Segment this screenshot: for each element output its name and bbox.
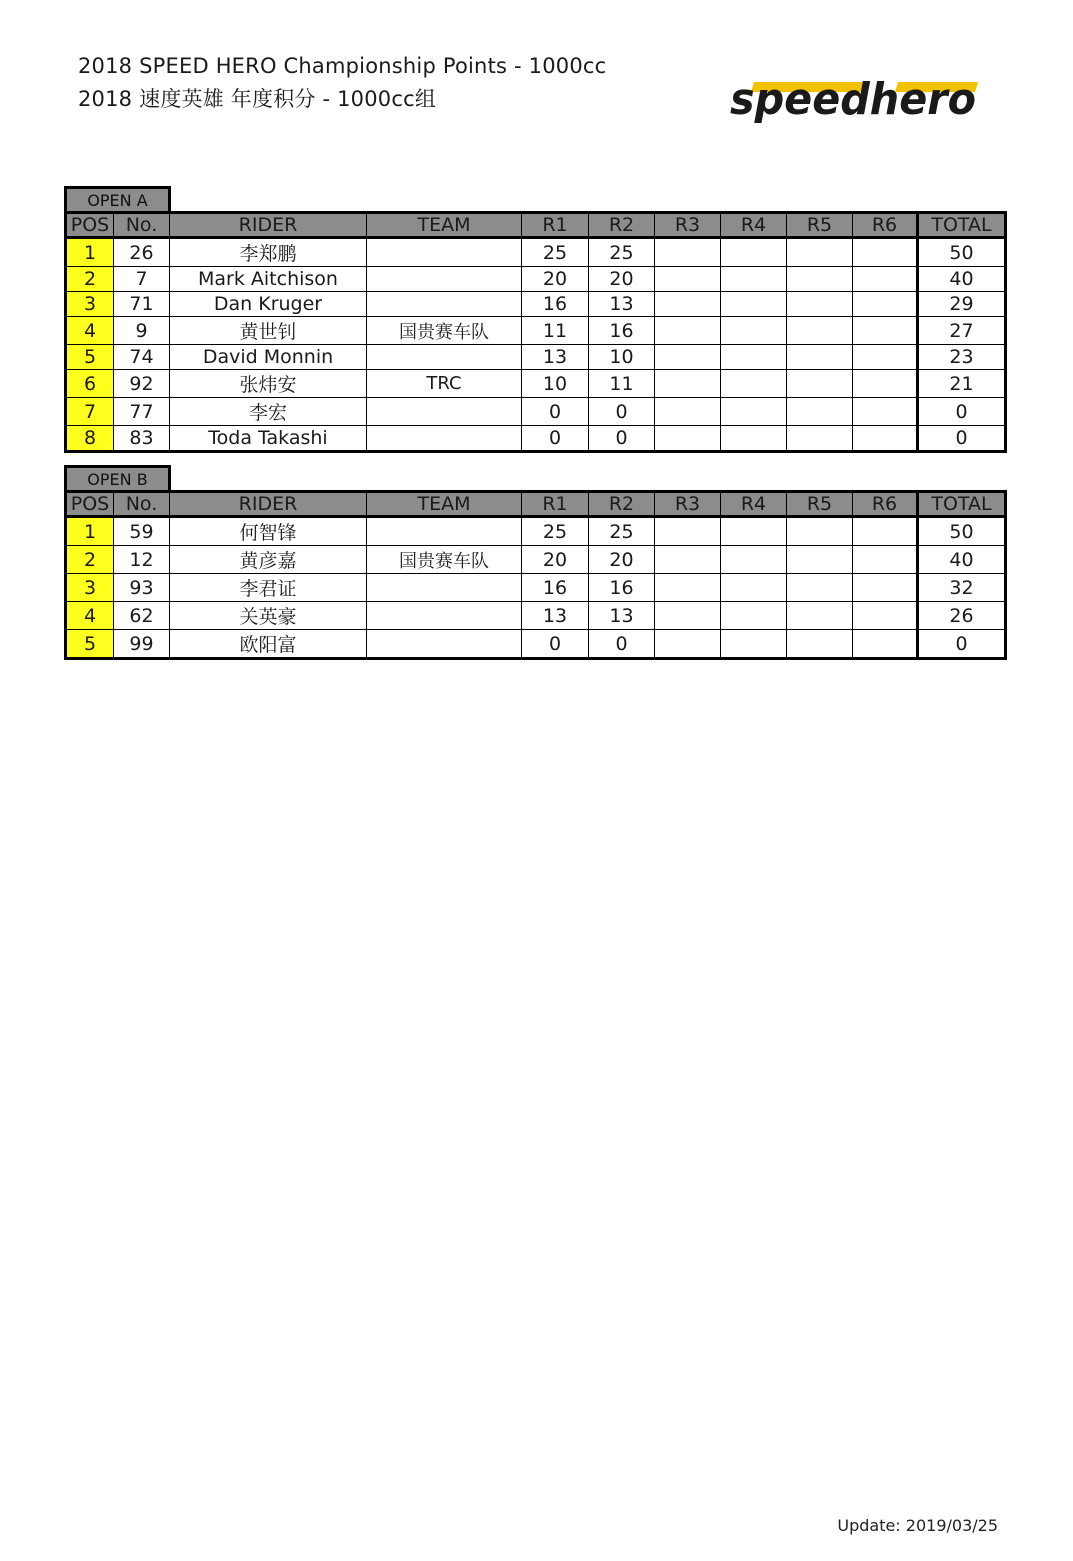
col-total: TOTAL — [918, 213, 1006, 238]
section-tab: OPEN B — [64, 465, 171, 490]
rider-cell: 李宏 — [170, 398, 367, 426]
r6-cell — [853, 398, 918, 426]
team-cell: 国贵赛车队 — [367, 546, 522, 574]
r5-cell — [787, 398, 853, 426]
team-cell — [367, 345, 522, 370]
r6-cell — [853, 546, 918, 574]
total-cell: 40 — [918, 267, 1006, 292]
r1-cell: 10 — [522, 370, 589, 398]
r6-cell — [853, 602, 918, 630]
number-cell: 93 — [114, 574, 170, 602]
total-cell: 26 — [918, 602, 1006, 630]
r1-cell: 11 — [522, 317, 589, 345]
r5-cell — [787, 317, 853, 345]
col-r1: R1 — [522, 492, 589, 517]
col-r6: R6 — [853, 213, 918, 238]
r2-cell: 25 — [589, 517, 655, 546]
pos-cell: 2 — [66, 267, 114, 292]
total-cell: 0 — [918, 398, 1006, 426]
pos-cell: 5 — [66, 630, 114, 659]
total-cell: 50 — [918, 517, 1006, 546]
r2-cell: 10 — [589, 345, 655, 370]
pos-cell: 4 — [66, 602, 114, 630]
total-cell: 29 — [918, 292, 1006, 317]
total-cell: 21 — [918, 370, 1006, 398]
table-row — [66, 546, 1006, 574]
r6-cell — [853, 267, 918, 292]
team-cell — [367, 426, 522, 452]
col-r4: R4 — [721, 492, 787, 517]
col-r4: R4 — [721, 213, 787, 238]
r5-cell — [787, 267, 853, 292]
number-cell: 7 — [114, 267, 170, 292]
rider-cell: 黄彦嘉 — [170, 546, 367, 574]
r2-cell: 13 — [589, 602, 655, 630]
r1-cell: 25 — [522, 517, 589, 546]
col-r2: R2 — [589, 213, 655, 238]
r4-cell — [721, 317, 787, 345]
r2-cell: 20 — [589, 546, 655, 574]
pos-cell: 7 — [66, 398, 114, 426]
r3-cell — [655, 238, 721, 267]
standings-open-a — [64, 186, 1007, 453]
total-cell: 0 — [918, 426, 1006, 452]
r5-cell — [787, 546, 853, 574]
r1-cell: 0 — [522, 398, 589, 426]
r4-cell — [721, 630, 787, 659]
table-row — [66, 630, 1006, 659]
r2-cell: 0 — [589, 630, 655, 659]
team-cell — [367, 630, 522, 659]
number-cell: 83 — [114, 426, 170, 452]
r3-cell — [655, 517, 721, 546]
team-cell: TRC — [367, 370, 522, 398]
r2-cell: 20 — [589, 267, 655, 292]
col-total: TOTAL — [918, 492, 1006, 517]
r1-cell: 16 — [522, 574, 589, 602]
table-row — [66, 398, 1006, 426]
r4-cell — [721, 345, 787, 370]
number-cell: 26 — [114, 238, 170, 267]
r5-cell — [787, 292, 853, 317]
number-cell: 74 — [114, 345, 170, 370]
col-r5: R5 — [787, 213, 853, 238]
r6-cell — [853, 574, 918, 602]
r6-cell — [853, 426, 918, 452]
r3-cell — [655, 345, 721, 370]
r6-cell — [853, 345, 918, 370]
col-pos: POS — [66, 492, 114, 517]
r2-cell: 16 — [589, 574, 655, 602]
team-cell — [367, 602, 522, 630]
points-table — [64, 211, 1007, 453]
number-cell: 12 — [114, 546, 170, 574]
r1-cell: 0 — [522, 630, 589, 659]
r6-cell — [853, 317, 918, 345]
col-r3: R3 — [655, 213, 721, 238]
pos-cell: 5 — [66, 345, 114, 370]
table-row — [66, 267, 1006, 292]
r3-cell — [655, 317, 721, 345]
number-cell: 99 — [114, 630, 170, 659]
r4-cell — [721, 602, 787, 630]
r4-cell — [721, 370, 787, 398]
col-team: TEAM — [367, 492, 522, 517]
col-r3: R3 — [655, 492, 721, 517]
r6-cell — [853, 630, 918, 659]
number-cell: 71 — [114, 292, 170, 317]
rider-cell: Dan Kruger — [170, 292, 367, 317]
r3-cell — [655, 630, 721, 659]
table-row — [66, 345, 1006, 370]
table-row — [66, 292, 1006, 317]
r4-cell — [721, 292, 787, 317]
col-team: TEAM — [367, 213, 522, 238]
r2-cell: 0 — [589, 426, 655, 452]
r1-cell: 13 — [522, 602, 589, 630]
pos-cell: 1 — [66, 517, 114, 546]
team-cell — [367, 238, 522, 267]
pos-cell: 8 — [66, 426, 114, 452]
title-block — [78, 50, 606, 116]
r6-cell — [853, 238, 918, 267]
number-cell: 9 — [114, 317, 170, 345]
r5-cell — [787, 517, 853, 546]
r2-cell: 25 — [589, 238, 655, 267]
rider-cell: 何智锋 — [170, 517, 367, 546]
rider-cell: 欧阳富 — [170, 630, 367, 659]
r1-cell: 16 — [522, 292, 589, 317]
r1-cell: 25 — [522, 238, 589, 267]
number-cell: 77 — [114, 398, 170, 426]
rider-cell: 张炜安 — [170, 370, 367, 398]
r5-cell — [787, 370, 853, 398]
table-row — [66, 517, 1006, 546]
team-cell — [367, 398, 522, 426]
r4-cell — [721, 267, 787, 292]
number-cell: 59 — [114, 517, 170, 546]
r1-cell: 20 — [522, 546, 589, 574]
pos-cell: 4 — [66, 317, 114, 345]
r5-cell — [787, 574, 853, 602]
r2-cell: 16 — [589, 317, 655, 345]
section-tab: OPEN A — [64, 186, 171, 211]
rider-cell: 李郑鹏 — [170, 238, 367, 267]
table-row — [66, 317, 1006, 345]
table-row — [66, 574, 1006, 602]
r1-cell: 0 — [522, 426, 589, 452]
r6-cell — [853, 370, 918, 398]
number-cell: 62 — [114, 602, 170, 630]
header-row — [66, 492, 1006, 517]
col-number: No. — [114, 492, 170, 517]
team-cell — [367, 517, 522, 546]
r3-cell — [655, 398, 721, 426]
rider-cell: David Monnin — [170, 345, 367, 370]
r5-cell — [787, 345, 853, 370]
r4-cell — [721, 238, 787, 267]
col-r1: R1 — [522, 213, 589, 238]
total-cell: 0 — [918, 630, 1006, 659]
r1-cell: 13 — [522, 345, 589, 370]
team-cell — [367, 267, 522, 292]
r3-cell — [655, 574, 721, 602]
r3-cell — [655, 370, 721, 398]
page-subtitle: 2018 速度英雄 年度积分 - 1000cc组 — [78, 87, 437, 111]
r3-cell — [655, 292, 721, 317]
pos-cell: 2 — [66, 546, 114, 574]
r1-cell: 20 — [522, 267, 589, 292]
speedhero-logo — [728, 66, 988, 142]
rider-cell: Mark Aitchison — [170, 267, 367, 292]
total-cell: 27 — [918, 317, 1006, 345]
col-r6: R6 — [853, 492, 918, 517]
rider-cell: 关英豪 — [170, 602, 367, 630]
r4-cell — [721, 546, 787, 574]
page-title: 2018 SPEED HERO Championship Points - 1000cc — [78, 54, 607, 78]
rider-cell: Toda Takashi — [170, 426, 367, 452]
r5-cell — [787, 238, 853, 267]
table-row — [66, 426, 1006, 452]
team-cell: 国贵赛车队 — [367, 317, 522, 345]
total-cell: 23 — [918, 345, 1006, 370]
col-r2: R2 — [589, 492, 655, 517]
team-cell — [367, 292, 522, 317]
col-rider: RIDER — [170, 492, 367, 517]
col-r5: R5 — [787, 492, 853, 517]
total-cell: 40 — [918, 546, 1006, 574]
col-rider: RIDER — [170, 213, 367, 238]
r3-cell — [655, 602, 721, 630]
r4-cell — [721, 426, 787, 452]
pos-cell: 3 — [66, 292, 114, 317]
total-cell: 50 — [918, 238, 1006, 267]
r5-cell — [787, 426, 853, 452]
table-row — [66, 238, 1006, 267]
r3-cell — [655, 546, 721, 574]
table-row — [66, 370, 1006, 398]
update-date: Update: 2019/03/25 — [837, 1516, 998, 1535]
r4-cell — [721, 574, 787, 602]
col-number: No. — [114, 213, 170, 238]
total-cell: 32 — [918, 574, 1006, 602]
team-cell — [367, 574, 522, 602]
pos-cell: 3 — [66, 574, 114, 602]
col-pos: POS — [66, 213, 114, 238]
pos-cell: 1 — [66, 238, 114, 267]
r5-cell — [787, 630, 853, 659]
rider-cell: 黄世钊 — [170, 317, 367, 345]
r4-cell — [721, 398, 787, 426]
rider-cell: 李君证 — [170, 574, 367, 602]
r3-cell — [655, 267, 721, 292]
r6-cell — [853, 517, 918, 546]
pos-cell: 6 — [66, 370, 114, 398]
points-table — [64, 490, 1007, 660]
number-cell: 92 — [114, 370, 170, 398]
r4-cell — [721, 517, 787, 546]
r2-cell: 13 — [589, 292, 655, 317]
r5-cell — [787, 602, 853, 630]
header-row — [66, 213, 1006, 238]
r2-cell: 11 — [589, 370, 655, 398]
table-row — [66, 602, 1006, 630]
r2-cell: 0 — [589, 398, 655, 426]
standings-open-b — [64, 465, 1007, 660]
r6-cell — [853, 292, 918, 317]
r3-cell — [655, 426, 721, 452]
logo-wordmark: speedhero — [730, 74, 976, 125]
